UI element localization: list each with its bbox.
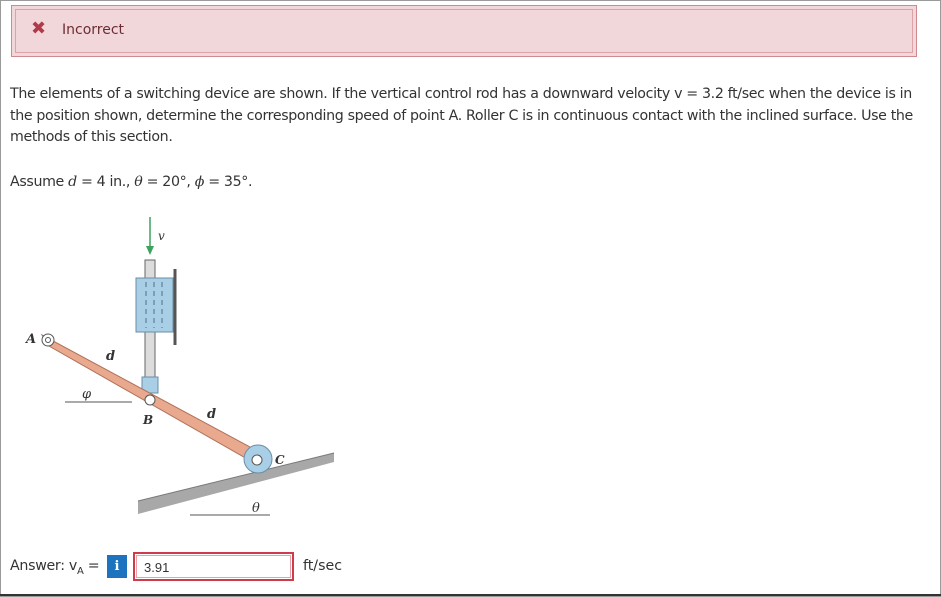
answer-label-prefix: Answer: v <box>10 558 77 574</box>
label-d-lower: d <box>207 407 217 422</box>
feedback-banner-inner-border <box>15 9 913 53</box>
assumption-theta-value: = 20°, <box>142 174 195 190</box>
answer-label-subscript: A <box>77 565 84 577</box>
assumption-phi-value: = 35°. <box>204 174 253 190</box>
answer-input[interactable] <box>133 552 294 581</box>
bottom-rule <box>0 594 941 596</box>
pin-b <box>145 395 155 405</box>
info-icon[interactable]: i <box>107 555 127 578</box>
feedback-banner <box>11 5 917 57</box>
pin-a <box>42 334 54 346</box>
label-b: B <box>143 413 154 427</box>
x-icon: ✖ <box>31 18 47 39</box>
answer-input-inner-border <box>136 555 291 578</box>
feedback-status-text: Incorrect <box>62 22 125 38</box>
mechanism-figure <box>20 212 350 534</box>
roller-c-pin <box>252 455 262 465</box>
answer-label <box>10 556 99 582</box>
inclined-surface <box>138 453 334 514</box>
assumption-text <box>10 172 252 192</box>
velocity-arrow-head <box>146 246 154 255</box>
label-phi: φ <box>82 387 92 402</box>
label-theta: θ <box>252 501 260 516</box>
question-text: The elements of a switching device are shown. If the vertical control rod has a downward velocity v = 3.2 ft/sec when the device is in the position shown, determine the corresponding speed of point A. Roller C is in continuous contact with the inclined surface. Use the methods of this section. <box>10 86 913 145</box>
assumption-d-value: = 4 in., <box>76 174 135 190</box>
inclined-surface-edge <box>138 453 334 501</box>
assumption-prefix: Assume <box>10 174 69 190</box>
label-a: A <box>26 332 37 347</box>
assumption-theta-variable: θ <box>134 174 143 190</box>
label-c: C <box>275 453 285 467</box>
assumption-d-variable: d <box>68 174 77 190</box>
units-label: ft/sec <box>303 558 343 574</box>
label-v: v <box>158 229 165 243</box>
answer-input-value: 3.91 <box>144 560 170 575</box>
label-d-upper: d <box>106 349 116 364</box>
assumption-phi-variable: ϕ <box>194 174 205 190</box>
answer-label-suffix: = <box>83 558 100 574</box>
